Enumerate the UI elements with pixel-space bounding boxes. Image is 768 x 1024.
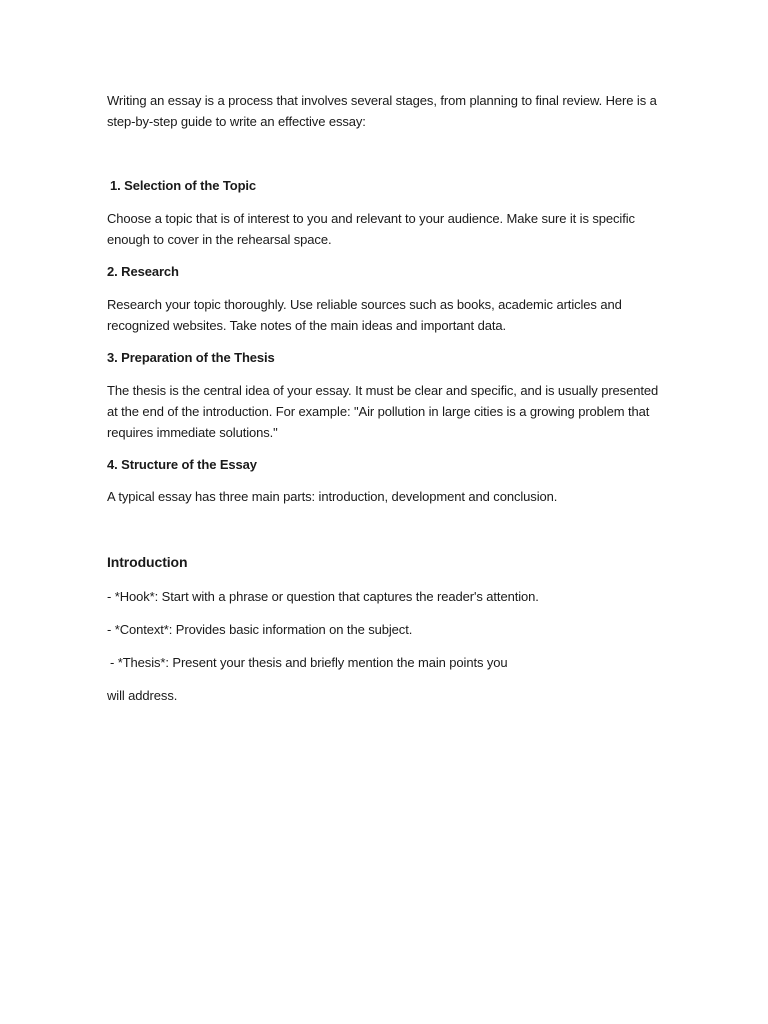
structure-paragraph: A typical essay has three main parts: introduction, development and conclusion. [107,489,558,504]
research-heading: 2. Research [107,264,179,279]
research-paragraph: Research your topic thoroughly. Use reliable sources such as books, academic articles and recognized websites. Take notes of the main ideas and important data. [107,297,622,333]
thesis-item: - *Thesis*: Present your thesis and briefly mention the main points you [110,655,508,670]
intro-paragraph: Writing an essay is a process that involves several stages, from planning to final review. Here is a step-by-step guide to write an effective essay: [107,93,657,129]
topic-paragraph: Choose a topic that is of interest to you and relevant to your audience. Make sure it is specific enough to cover in the rehearsal space. [107,211,635,247]
introduction-heading: Introduction [107,554,188,570]
thesis-heading: 3. Preparation of the Thesis [107,350,275,365]
thesis-paragraph: The thesis is the central idea of your essay. It must be clear and specific, and is usually presented at the end of the introduction. For example: "Air pollution in large cities is a growing problem that requires immediate solutions." [107,383,659,440]
hook-item: - *Hook*: Start with a phrase or question that captures the reader's attention. [107,589,539,604]
thesis-item-continuation: will address. [107,688,178,703]
structure-heading: 4. Structure of the Essay [107,457,257,472]
context-item: - *Context*: Provides basic information on the subject. [107,622,413,637]
topic-heading: 1. Selection of the Topic [110,178,257,193]
